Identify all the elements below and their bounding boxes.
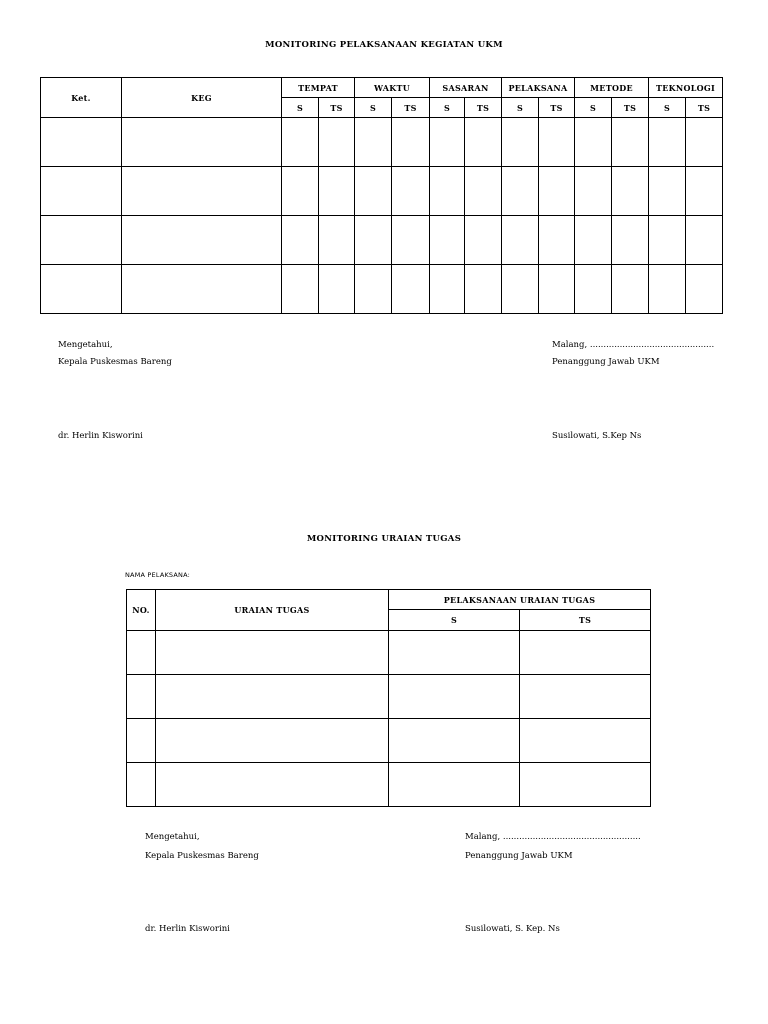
doc2-table-body xyxy=(127,631,651,807)
table-cell[interactable] xyxy=(465,118,502,167)
table-cell[interactable] xyxy=(430,265,465,314)
nama-pelaksana-label: NAMA PELAKSANA: xyxy=(125,571,191,579)
table-cell[interactable] xyxy=(539,167,575,216)
table-cell[interactable] xyxy=(502,216,539,265)
table-cell[interactable] xyxy=(319,118,355,167)
table-cell[interactable] xyxy=(612,265,649,314)
table-cell[interactable] xyxy=(465,167,502,216)
doc2-sig-right-name: Susilowati, S. Kep. Ns xyxy=(465,924,560,934)
doc1-sig-left-line2: Kepala Puskesmas Bareng xyxy=(58,357,172,367)
table-cell[interactable] xyxy=(122,265,282,314)
doc2-uraian-table xyxy=(126,589,651,807)
table-cell[interactable] xyxy=(122,216,282,265)
subheader-ts: TS xyxy=(520,610,651,631)
header-tempat: TEMPAT xyxy=(282,78,355,98)
table-cell[interactable] xyxy=(319,216,355,265)
doc1-sig-left-line1: Mengetahui, xyxy=(58,340,113,350)
header-uraian-tugas: URAIAN TUGAS xyxy=(156,590,389,631)
table-cell[interactable] xyxy=(575,167,612,216)
subheader-ts: TS xyxy=(465,98,502,118)
table-cell[interactable] xyxy=(282,167,319,216)
header-metode: METODE xyxy=(575,78,649,98)
header-teknologi: TEKNOLOGI xyxy=(649,78,723,98)
subheader-ts: TS xyxy=(686,98,723,118)
table-cell[interactable] xyxy=(355,118,392,167)
doc1-sig-right-line1: Malang, .............................................. xyxy=(552,340,715,350)
header-no: NO. xyxy=(127,590,156,631)
subheader-ts: TS xyxy=(392,98,430,118)
table-cell[interactable] xyxy=(41,265,122,314)
header-pelaksana: PELAKSANA xyxy=(502,78,575,98)
table-cell[interactable] xyxy=(355,167,392,216)
table-cell[interactable] xyxy=(122,167,282,216)
table-cell[interactable] xyxy=(392,167,430,216)
table-row xyxy=(41,167,723,216)
table-row xyxy=(127,675,651,719)
doc1-monitoring-table xyxy=(40,77,723,314)
doc2-sig-right-line2: Penanggung Jawab UKM xyxy=(465,851,573,861)
subheader-s: S xyxy=(389,610,520,631)
table-row xyxy=(41,265,723,314)
table-cell[interactable] xyxy=(430,167,465,216)
table-cell[interactable] xyxy=(465,216,502,265)
table-cell[interactable] xyxy=(649,265,686,314)
table-cell[interactable] xyxy=(612,167,649,216)
header-keg: KEG xyxy=(122,78,282,118)
table-cell[interactable] xyxy=(355,265,392,314)
doc1-sig-left-name: dr. Herlin Kisworini xyxy=(58,431,143,441)
table-cell[interactable] xyxy=(575,216,612,265)
subheader-s: S xyxy=(649,98,686,118)
table-cell[interactable] xyxy=(156,719,389,763)
subheader-ts: TS xyxy=(319,98,355,118)
table-cell[interactable] xyxy=(575,265,612,314)
table-cell[interactable] xyxy=(319,265,355,314)
table-row xyxy=(127,719,651,763)
table-cell[interactable] xyxy=(612,216,649,265)
table-cell[interactable] xyxy=(686,265,723,314)
header-ket: Ket. xyxy=(41,78,122,118)
table-cell[interactable] xyxy=(539,118,575,167)
table-cell[interactable] xyxy=(122,118,282,167)
subheader-s: S xyxy=(355,98,392,118)
table-cell[interactable] xyxy=(430,216,465,265)
table-cell[interactable] xyxy=(282,118,319,167)
subheader-ts: TS xyxy=(539,98,575,118)
table-cell[interactable] xyxy=(520,719,651,763)
table-cell[interactable] xyxy=(575,118,612,167)
table-cell[interactable] xyxy=(612,118,649,167)
table-row xyxy=(41,216,723,265)
table-cell[interactable] xyxy=(686,167,723,216)
table-cell[interactable] xyxy=(539,216,575,265)
doc2-title: MONITORING URAIAN TUGAS xyxy=(306,534,462,544)
doc2-sig-left-name: dr. Herlin Kisworini xyxy=(145,924,230,934)
table-cell[interactable] xyxy=(389,719,520,763)
table-cell[interactable] xyxy=(41,216,122,265)
table-cell[interactable] xyxy=(156,631,389,675)
header-pelaksanaan: PELAKSANAAN URAIAN TUGAS xyxy=(389,590,651,610)
table-cell[interactable] xyxy=(156,675,389,719)
table-cell[interactable] xyxy=(649,167,686,216)
table-row xyxy=(127,763,651,807)
table-cell[interactable] xyxy=(392,118,430,167)
header-waktu: WAKTU xyxy=(355,78,430,98)
table-cell[interactable] xyxy=(502,167,539,216)
table-cell[interactable] xyxy=(389,763,520,807)
table-cell[interactable] xyxy=(392,216,430,265)
header-sasaran: SASARAN xyxy=(430,78,502,98)
subheader-s: S xyxy=(502,98,539,118)
table-cell[interactable] xyxy=(156,763,389,807)
table-cell[interactable] xyxy=(502,265,539,314)
table-cell[interactable] xyxy=(389,631,520,675)
table-cell[interactable] xyxy=(355,216,392,265)
subheader-s: S xyxy=(282,98,319,118)
table-cell[interactable] xyxy=(127,675,156,719)
doc1-title: MONITORING PELAKSANAAN KEGIATAN UKM xyxy=(265,40,503,50)
table-cell[interactable] xyxy=(389,675,520,719)
table-cell[interactable] xyxy=(41,118,122,167)
table-cell[interactable] xyxy=(520,631,651,675)
table-cell[interactable] xyxy=(502,118,539,167)
table-cell[interactable] xyxy=(282,216,319,265)
table-row xyxy=(41,118,723,167)
table-cell[interactable] xyxy=(686,216,723,265)
table-cell[interactable] xyxy=(430,118,465,167)
table-cell[interactable] xyxy=(465,265,502,314)
doc2-sig-left-line2: Kepala Puskesmas Bareng xyxy=(145,851,259,861)
table-cell[interactable] xyxy=(686,118,723,167)
doc2-sig-left-line1: Mengetahui, xyxy=(145,832,200,842)
table-cell[interactable] xyxy=(319,167,355,216)
doc2-sig-right-line1: Malang, ................................................... xyxy=(465,832,641,842)
table-cell[interactable] xyxy=(41,167,122,216)
table-cell[interactable] xyxy=(649,216,686,265)
table-cell[interactable] xyxy=(392,265,430,314)
table-cell[interactable] xyxy=(649,118,686,167)
table-cell[interactable] xyxy=(520,675,651,719)
table-cell[interactable] xyxy=(282,265,319,314)
table-cell[interactable] xyxy=(127,719,156,763)
subheader-ts: TS xyxy=(612,98,649,118)
subheader-s: S xyxy=(575,98,612,118)
table-cell[interactable] xyxy=(127,763,156,807)
table-cell[interactable] xyxy=(127,631,156,675)
subheader-s: S xyxy=(430,98,465,118)
table-row xyxy=(127,631,651,675)
table-cell[interactable] xyxy=(520,763,651,807)
doc1-table-body xyxy=(41,118,723,314)
doc1-sig-right-name: Susilowati, S.Kep Ns xyxy=(552,431,642,441)
doc1-sig-right-line2: Penanggung Jawab UKM xyxy=(552,357,660,367)
table-cell[interactable] xyxy=(539,265,575,314)
